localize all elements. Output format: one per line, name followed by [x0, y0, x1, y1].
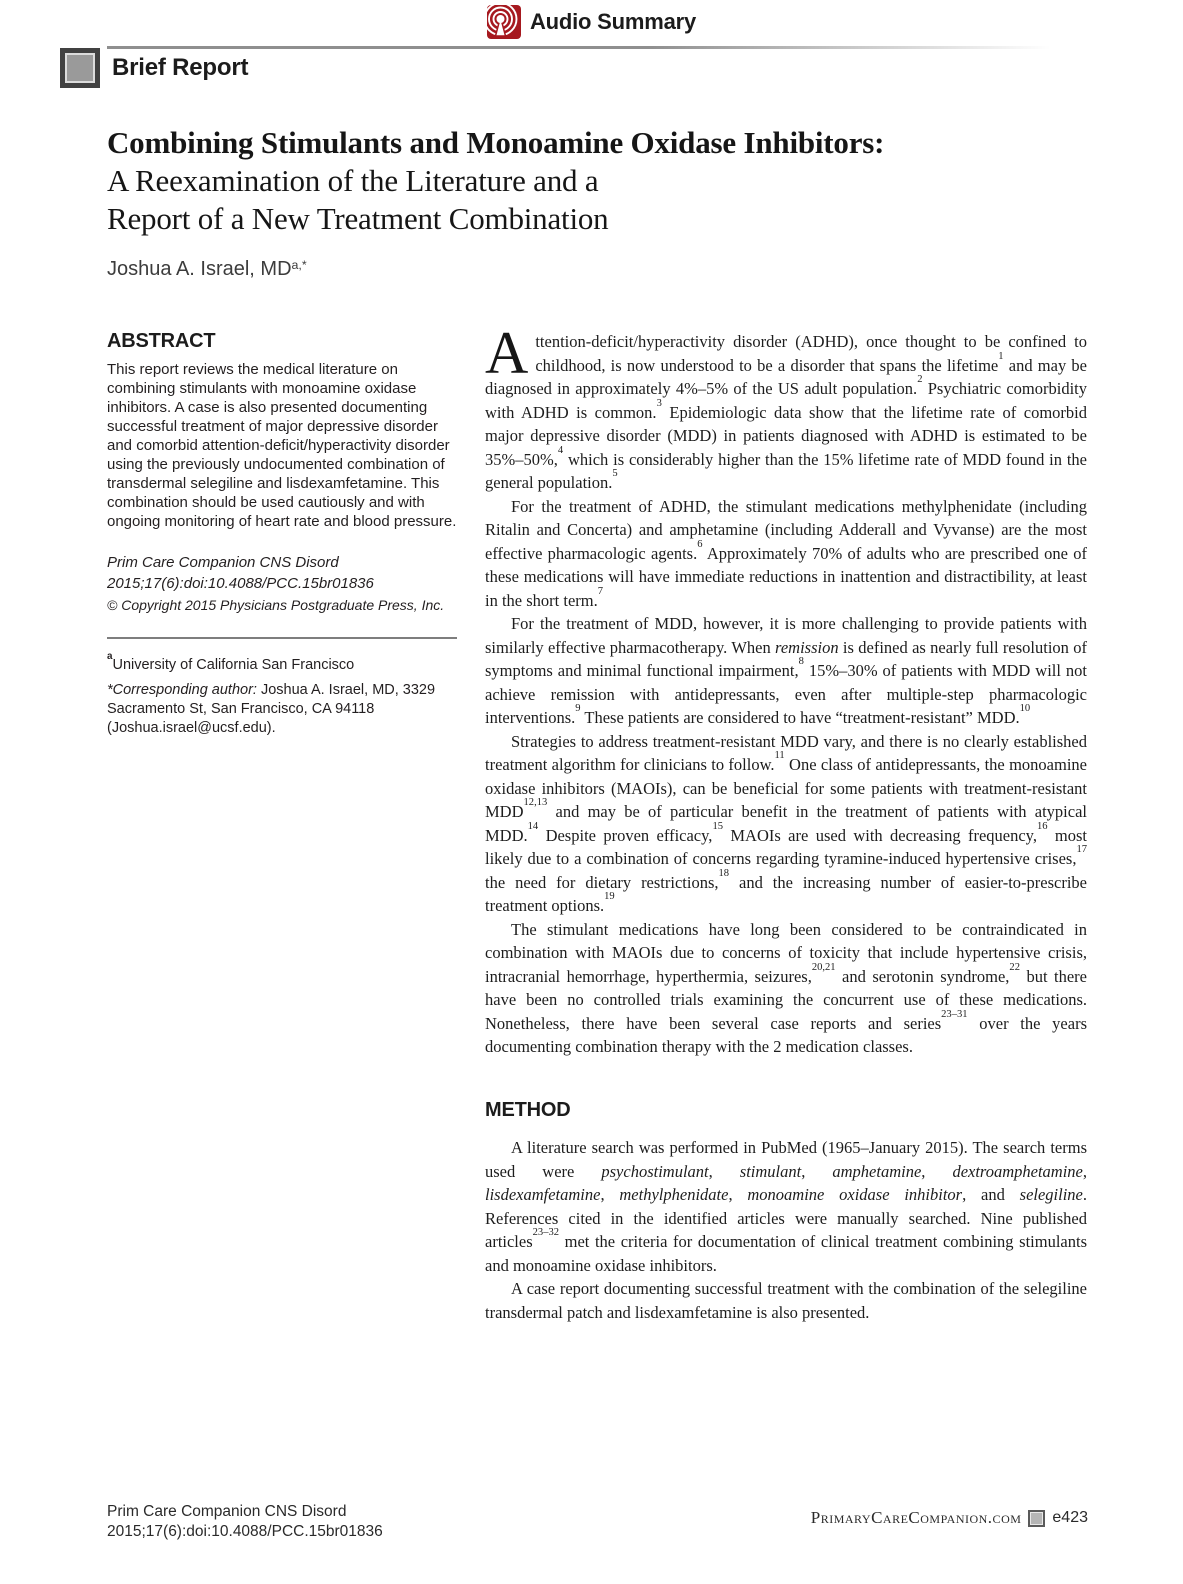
method-paragraph-1: A literature search was performed in PubMed (1965–January 2015). The search terms used were psychostimulant, stimulant, amphetamine, dextroamphetamine, lisdexamfetamine, methylphenidate, monoamine oxidase inhibitor, and selegiline. References cited in the identified articles were manually searched. Nine published articles$^{23-32}$ met the criteria for documentation of clinical treatment combining stimulants and monoamine oxidase inhibitors. [485, 1138, 1088, 1275]
body-paragraph-4: Strategies to address treatment-resistant MDD vary, and there is no clearly established treatment algorithm for clinicians to follow.$^{11}$ One class of antidepressants, the monoamine oxidase inhibitors (MAOIs), can be beneficial for some patients with treatment-resistant MDD$^{12,13}$ and may be of particular benefit in the treatment of patients with atypical MDD.$^{14}$ Despite proven efficacy,$^{15}$ MAOIs are used with decreasing frequency,$^{16}$ most likely due to a combination of concerns regarding tyramine-induced hypertensive crises,$^{17}$ the need for dietary restrictions,$^{18}$ and the increasing number of easier-to-prescribe treatment options.$^{19}$ [485, 731, 1088, 915]
audio-summary-label: Audio Summary [529, 9, 697, 34]
copyright-notice: © Copyright 2015 Physicians Postgraduate Press, Inc. [107, 597, 445, 613]
article-type-label: Brief Report [112, 54, 249, 81]
footer-site-page [811, 1508, 1088, 1528]
article-title [107, 124, 1067, 238]
article-title-line3: Report of a New Treatment Combination [107, 201, 609, 236]
abstract-text: This report reviews the medical literature on combining stimulants with monoamine oxidase inhibitors. A case is also presented documenting successful treatment of major depressive disorder and comorbid attention-deficit/hyperactivity disorder using the previously undocumented combination of transdermal selegiline and lisdexamfetamine. This combination should be used cautiously and with ongoing monitoring of heart rate and blood pressure. [107, 361, 457, 530]
journal-citation [107, 552, 457, 594]
citation-line2: 2015;17(6):doi:10.4088/PCC.15br01836 [107, 575, 374, 592]
footer-citation-line1: Prim Care Companion CNS Disord [107, 1503, 347, 1520]
affiliation-divider [107, 637, 457, 639]
body-paragraph-5: The stimulant medications have long been considered to be contraindicated in combination with MAOIs due to concerns of toxicity that include hypertensive crisis, intracranial hemorrhage, hyperthermia, seizures,$^{20,21}$ and serotonin syndrome,$^{22}$ but there have been no controlled trials examining the concurrent use of these medications. Nonetheless, there have been several case reports and series$^{23-31}$ over the years documenting combination therapy with the 2 medication classes. [485, 919, 1087, 1056]
footer-website: PrimaryCareCompanion.com [810, 1508, 1022, 1527]
article-title-line2: A Reexamination of the Literature and a [107, 163, 599, 198]
citation-line1: Prim Care Companion CNS Disord [107, 554, 339, 571]
footer-square-icon [1028, 1510, 1045, 1527]
author-name: Joshua A. Israel, MD [107, 258, 292, 280]
article-type-banner [60, 48, 248, 88]
dropcap-letter: A [485, 320, 529, 386]
footer-citation [107, 1502, 383, 1542]
body-paragraph-2: For the treatment of ADHD, the stimulant medications methylphenidate (including Ritalin and Concerta) and amphetamine (including Adderall and Vyvanse) are the most effective pharmacologic agents.$^6$ Approximately 70% of adults who are prescribed one of these medications will have immediate reductions in inattention and distractibility, at least in the short term.$^7$ [485, 496, 1087, 610]
footer-citation-line2: 2015;17(6):doi:10.4088/PCC.15br01836 [107, 1523, 383, 1540]
method-heading: METHOD [485, 1098, 571, 1121]
corresponding-author-text: *Corresponding author: Joshua A. Israel, MD, 3329 Sacramento St, San Francisco, CA 94118 (Joshua.israel@ucsf.edu). [107, 682, 436, 736]
main-text-column [485, 320, 1088, 1324]
method-paragraph-2: A case report documenting successful treatment with the combination of the selegiline transdermal patch and lisdexamfetamine is also presented. [485, 1279, 1087, 1322]
affiliation-text: $^a$University of California San Francisco [107, 651, 355, 673]
article-title-line1: Combining Stimulants and Monoamine Oxidase Inhibitors: [107, 125, 885, 160]
body-paragraph-1 [485, 320, 1087, 495]
body-paragraph-3: For the treatment of MDD, however, it is more challenging to provide patients with similarly effective pharmacotherapy. When remission is defined as nearly full resolution of symptoms and minimal functional impairment,$^8$ 15%–30% of patients with MDD will not achieve remission with antidepressants, even after multiple-step pharmacologic interventions.$^9$ These patients are considered to have “treatment-resistant” MDD.$^{10}$ [485, 614, 1087, 727]
author-byline [107, 258, 307, 281]
abstract-heading: ABSTRACT [107, 330, 216, 352]
author-superscript: a,* [291, 258, 307, 273]
audio-speaker-icon [487, 5, 521, 39]
body-paragraph-1-text: ttention-deficit/hyperactivity disorder (ADHD), once thought to be confined to childhood, is now understood to be a disorder that spans the lifetime$^1$ and may be diagnosed in approximately 4%–5% of the US adult population.$^2$ Psychiatric comorbidity with ADHD is common.$^3$ Epidemiologic data show that the lifetime rate of comorbid major depressive disorder (MDD) in patients diagnosed with ADHD is estimated to be 35%–50%,$^4$ which is considerably higher than the 15% lifetime rate of MDD found in the general population.$^5$ [485, 332, 1087, 492]
brief-report-square-icon [60, 48, 100, 88]
audio-summary-header [0, 5, 1183, 39]
article-body [107, 320, 1088, 1324]
footer-page-number: e423 [1052, 1509, 1088, 1526]
abstract-column [107, 330, 457, 1324]
header-rule [107, 46, 1090, 49]
